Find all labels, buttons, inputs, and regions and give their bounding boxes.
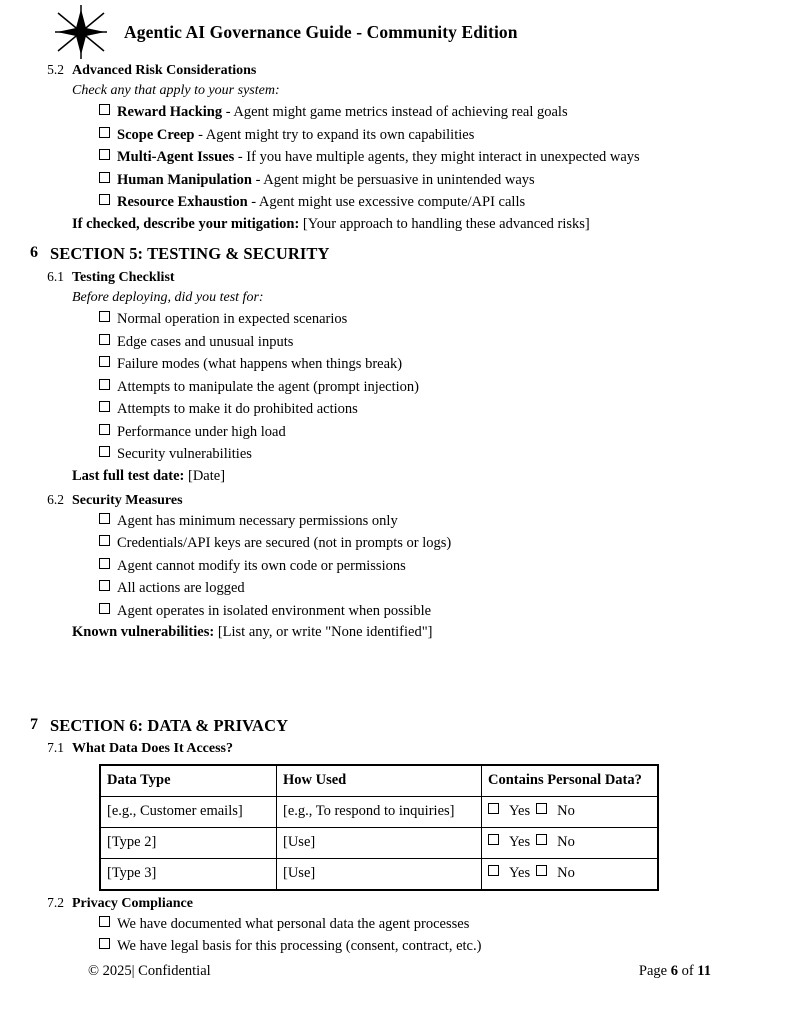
checkbox-label: Attempts to make it do prohibited actions xyxy=(117,401,358,418)
section-6-1 xyxy=(0,269,763,487)
section-number: 7.2 xyxy=(47,894,64,910)
section-number: 7.1 xyxy=(47,740,64,756)
checkbox-label-rest: - Agent might use excessive compute/API calls xyxy=(247,194,526,211)
checkbox-cannot-modify-code[interactable] xyxy=(99,558,110,569)
section-number: 6.2 xyxy=(47,491,64,507)
page-break-gap xyxy=(0,644,763,716)
checkbox-row[interactable] xyxy=(99,376,763,398)
known-vulnerabilities-label: Known vulnerabilities: xyxy=(72,624,215,641)
checkbox-label: We have documented what personal data the agent processes xyxy=(117,915,470,932)
checkbox-label xyxy=(117,169,535,191)
checkbox-yes[interactable] xyxy=(488,865,499,876)
checkbox-label: Normal operation in expected scenarios xyxy=(117,311,348,328)
cell-personal-data[interactable] xyxy=(482,858,659,890)
label-yes: Yes xyxy=(509,834,531,851)
section-7-2 xyxy=(0,895,763,958)
checkbox-row[interactable] xyxy=(99,353,763,375)
checkbox-prompt-injection[interactable] xyxy=(99,379,110,390)
section-6-2 xyxy=(0,492,763,644)
checkbox-no[interactable] xyxy=(536,803,547,814)
mitigation-note-value[interactable]: [Your approach to handling these advanced risks] xyxy=(299,215,590,232)
last-test-date-label: Last full test date: xyxy=(72,467,185,484)
cell-personal-data[interactable] xyxy=(482,796,659,827)
document-body xyxy=(0,62,791,958)
checkbox-scope-creep[interactable] xyxy=(99,127,110,138)
mitigation-note xyxy=(72,214,763,236)
section-heading: Testing Checklist xyxy=(72,270,175,286)
checkbox-label-bold: Multi-Agent Issues xyxy=(117,149,235,166)
cell-data-type[interactable]: [Type 3] xyxy=(100,858,277,890)
section-title: SECTION 6: DATA & PRIVACY xyxy=(50,715,289,735)
known-vulnerabilities-value[interactable]: [List any, or write "None identified"] xyxy=(214,624,433,641)
checkbox-yes[interactable] xyxy=(488,834,499,845)
section-heading: What Data Does It Access? xyxy=(72,741,233,757)
checkbox-label: All actions are logged xyxy=(117,580,245,597)
column-header-contains-personal-data: Contains Personal Data? xyxy=(482,765,659,797)
checkbox-row[interactable] xyxy=(99,169,763,191)
checkbox-normal-operation[interactable] xyxy=(99,311,110,322)
table-header-row xyxy=(100,765,658,797)
cell-data-type[interactable]: [e.g., Customer emails] xyxy=(100,796,277,827)
checkbox-human-manipulation[interactable] xyxy=(99,172,110,183)
checkbox-minimum-permissions[interactable] xyxy=(99,513,110,524)
label-no: No xyxy=(557,834,575,851)
checkbox-label: We have legal basis for this processing (consent, contract, etc.) xyxy=(117,938,482,955)
checkbox-label: Performance under high load xyxy=(117,423,286,440)
cell-how-used[interactable]: [Use] xyxy=(277,827,482,858)
checkbox-label: Agent operates in isolated environment when possible xyxy=(117,602,432,619)
checkbox-label xyxy=(117,124,474,146)
checkbox-label xyxy=(117,191,525,213)
checkbox-actions-logged[interactable] xyxy=(99,580,110,591)
section-6-heading-row xyxy=(0,716,763,737)
checkbox-resource-exhaustion[interactable] xyxy=(99,194,110,205)
checkbox-row[interactable] xyxy=(99,331,763,353)
checkbox-failure-modes[interactable] xyxy=(99,356,110,367)
checkbox-label: Agent cannot modify its own code or permissions xyxy=(117,557,406,574)
section-instruction: Before deploying, did you test for: xyxy=(72,290,264,306)
checkbox-label-bold: Human Manipulation xyxy=(117,171,252,188)
checkbox-row[interactable] xyxy=(99,398,763,420)
checkbox-row[interactable] xyxy=(99,191,763,213)
checkbox-row[interactable] xyxy=(99,146,763,168)
cell-data-type[interactable]: [Type 2] xyxy=(100,827,277,858)
checkbox-label-rest: - Agent might try to expand its own capabilities xyxy=(194,126,475,143)
checkbox-multi-agent-issues[interactable] xyxy=(99,149,110,160)
table-row xyxy=(100,858,658,890)
section-number: 7 xyxy=(30,715,38,733)
checkbox-row[interactable] xyxy=(99,510,763,532)
section-number: 5.2 xyxy=(47,62,64,77)
last-test-date-value[interactable]: [Date] xyxy=(184,467,226,484)
label-no: No xyxy=(557,803,575,820)
label-no: No xyxy=(557,865,575,882)
checkbox-label: Edge cases and unusual inputs xyxy=(117,333,294,350)
cell-how-used[interactable]: [e.g., To respond to inquiries] xyxy=(277,796,482,827)
table-row xyxy=(100,796,658,827)
page-number: 6 xyxy=(670,963,678,979)
label-yes: Yes xyxy=(509,865,531,882)
checkbox-row[interactable] xyxy=(99,101,763,123)
column-header-how-used: How Used xyxy=(277,765,482,797)
checkbox-no[interactable] xyxy=(536,865,547,876)
document-header xyxy=(0,0,791,62)
checkbox-label: Attempts to manipulate the agent (prompt injection) xyxy=(117,378,420,395)
page-title: Agentic AI Governance Guide - Community Edition xyxy=(124,21,518,42)
checkbox-label: Credentials/API keys are secured (not in prompts or logs) xyxy=(117,535,452,552)
checkbox-label xyxy=(117,101,568,123)
checkbox-edge-cases[interactable] xyxy=(99,334,110,345)
section-instruction: Check any that apply to your system: xyxy=(72,83,280,99)
checkbox-label: Failure modes (what happens when things break) xyxy=(117,356,403,373)
checkbox-prohibited-actions[interactable] xyxy=(99,401,110,412)
checkbox-row[interactable] xyxy=(99,913,763,935)
checkbox-credentials-secured[interactable] xyxy=(99,535,110,546)
checkbox-label-rest: - If you have multiple agents, they might interact in unexpected ways xyxy=(234,149,640,166)
checkbox-row[interactable] xyxy=(99,443,763,465)
section-heading: Privacy Compliance xyxy=(72,895,193,911)
known-vulnerabilities-note xyxy=(72,622,763,644)
section-title: SECTION 5: TESTING & SECURITY xyxy=(50,244,330,264)
section-5-2 xyxy=(0,62,763,235)
checkbox-security-vulnerabilities[interactable] xyxy=(99,446,110,457)
checkbox-row[interactable] xyxy=(99,600,763,622)
cell-personal-data[interactable] xyxy=(482,827,659,858)
footer-copyright: © 2025| Confidential xyxy=(88,963,211,979)
last-test-date-note xyxy=(72,466,763,488)
column-header-data-type: Data Type xyxy=(100,765,277,797)
checkbox-isolated-environment[interactable] xyxy=(99,603,110,614)
checkbox-row[interactable] xyxy=(99,421,763,443)
page-prefix: Page xyxy=(638,963,671,979)
section-number: 6 xyxy=(30,244,38,262)
data-access-table-wrapper xyxy=(99,764,763,891)
checkbox-label-bold: Reward Hacking xyxy=(117,104,223,121)
section-heading: Security Measures xyxy=(72,492,183,508)
checkbox-row[interactable] xyxy=(99,555,763,577)
checkbox-label xyxy=(117,146,640,168)
checkbox-label-rest: - Agent might game metrics instead of achieving real goals xyxy=(222,104,568,121)
checkbox-row[interactable] xyxy=(99,532,763,554)
checkbox-label-bold: Resource Exhaustion xyxy=(117,194,248,211)
footer-page-indicator xyxy=(639,963,711,980)
checkbox-no[interactable] xyxy=(536,834,547,845)
checkbox-documented-personal-data[interactable] xyxy=(99,916,110,927)
section-heading: Advanced Risk Considerations xyxy=(72,63,257,78)
section-7-1 xyxy=(0,740,763,890)
checkbox-label: Security vulnerabilities xyxy=(117,446,252,463)
checkbox-high-load[interactable] xyxy=(99,424,110,435)
checkbox-label-rest: - Agent might be persuasive in unintended ways xyxy=(251,171,535,188)
section-5-heading-row xyxy=(0,244,763,265)
mitigation-note-label: If checked, describe your mitigation: xyxy=(72,215,300,232)
checkbox-row[interactable] xyxy=(99,124,763,146)
page-middle: of xyxy=(677,963,698,979)
cell-how-used[interactable]: [Use] xyxy=(277,858,482,890)
checkbox-row[interactable] xyxy=(99,935,763,957)
checkbox-label-bold: Scope Creep xyxy=(117,126,195,143)
section-number: 6.1 xyxy=(47,269,64,285)
document-footer xyxy=(0,963,791,980)
data-access-table xyxy=(99,764,659,891)
checkbox-legal-basis[interactable] xyxy=(99,938,110,949)
checkbox-yes[interactable] xyxy=(488,803,499,814)
table-row xyxy=(100,827,658,858)
checkbox-reward-hacking[interactable] xyxy=(99,104,110,115)
label-yes: Yes xyxy=(509,803,531,820)
checkbox-label: Agent has minimum necessary permissions only xyxy=(117,512,398,529)
star-burst-logo-icon xyxy=(52,3,110,61)
page-total: 11 xyxy=(697,963,711,979)
checkbox-row[interactable] xyxy=(99,308,763,330)
checkbox-row[interactable] xyxy=(99,577,763,599)
